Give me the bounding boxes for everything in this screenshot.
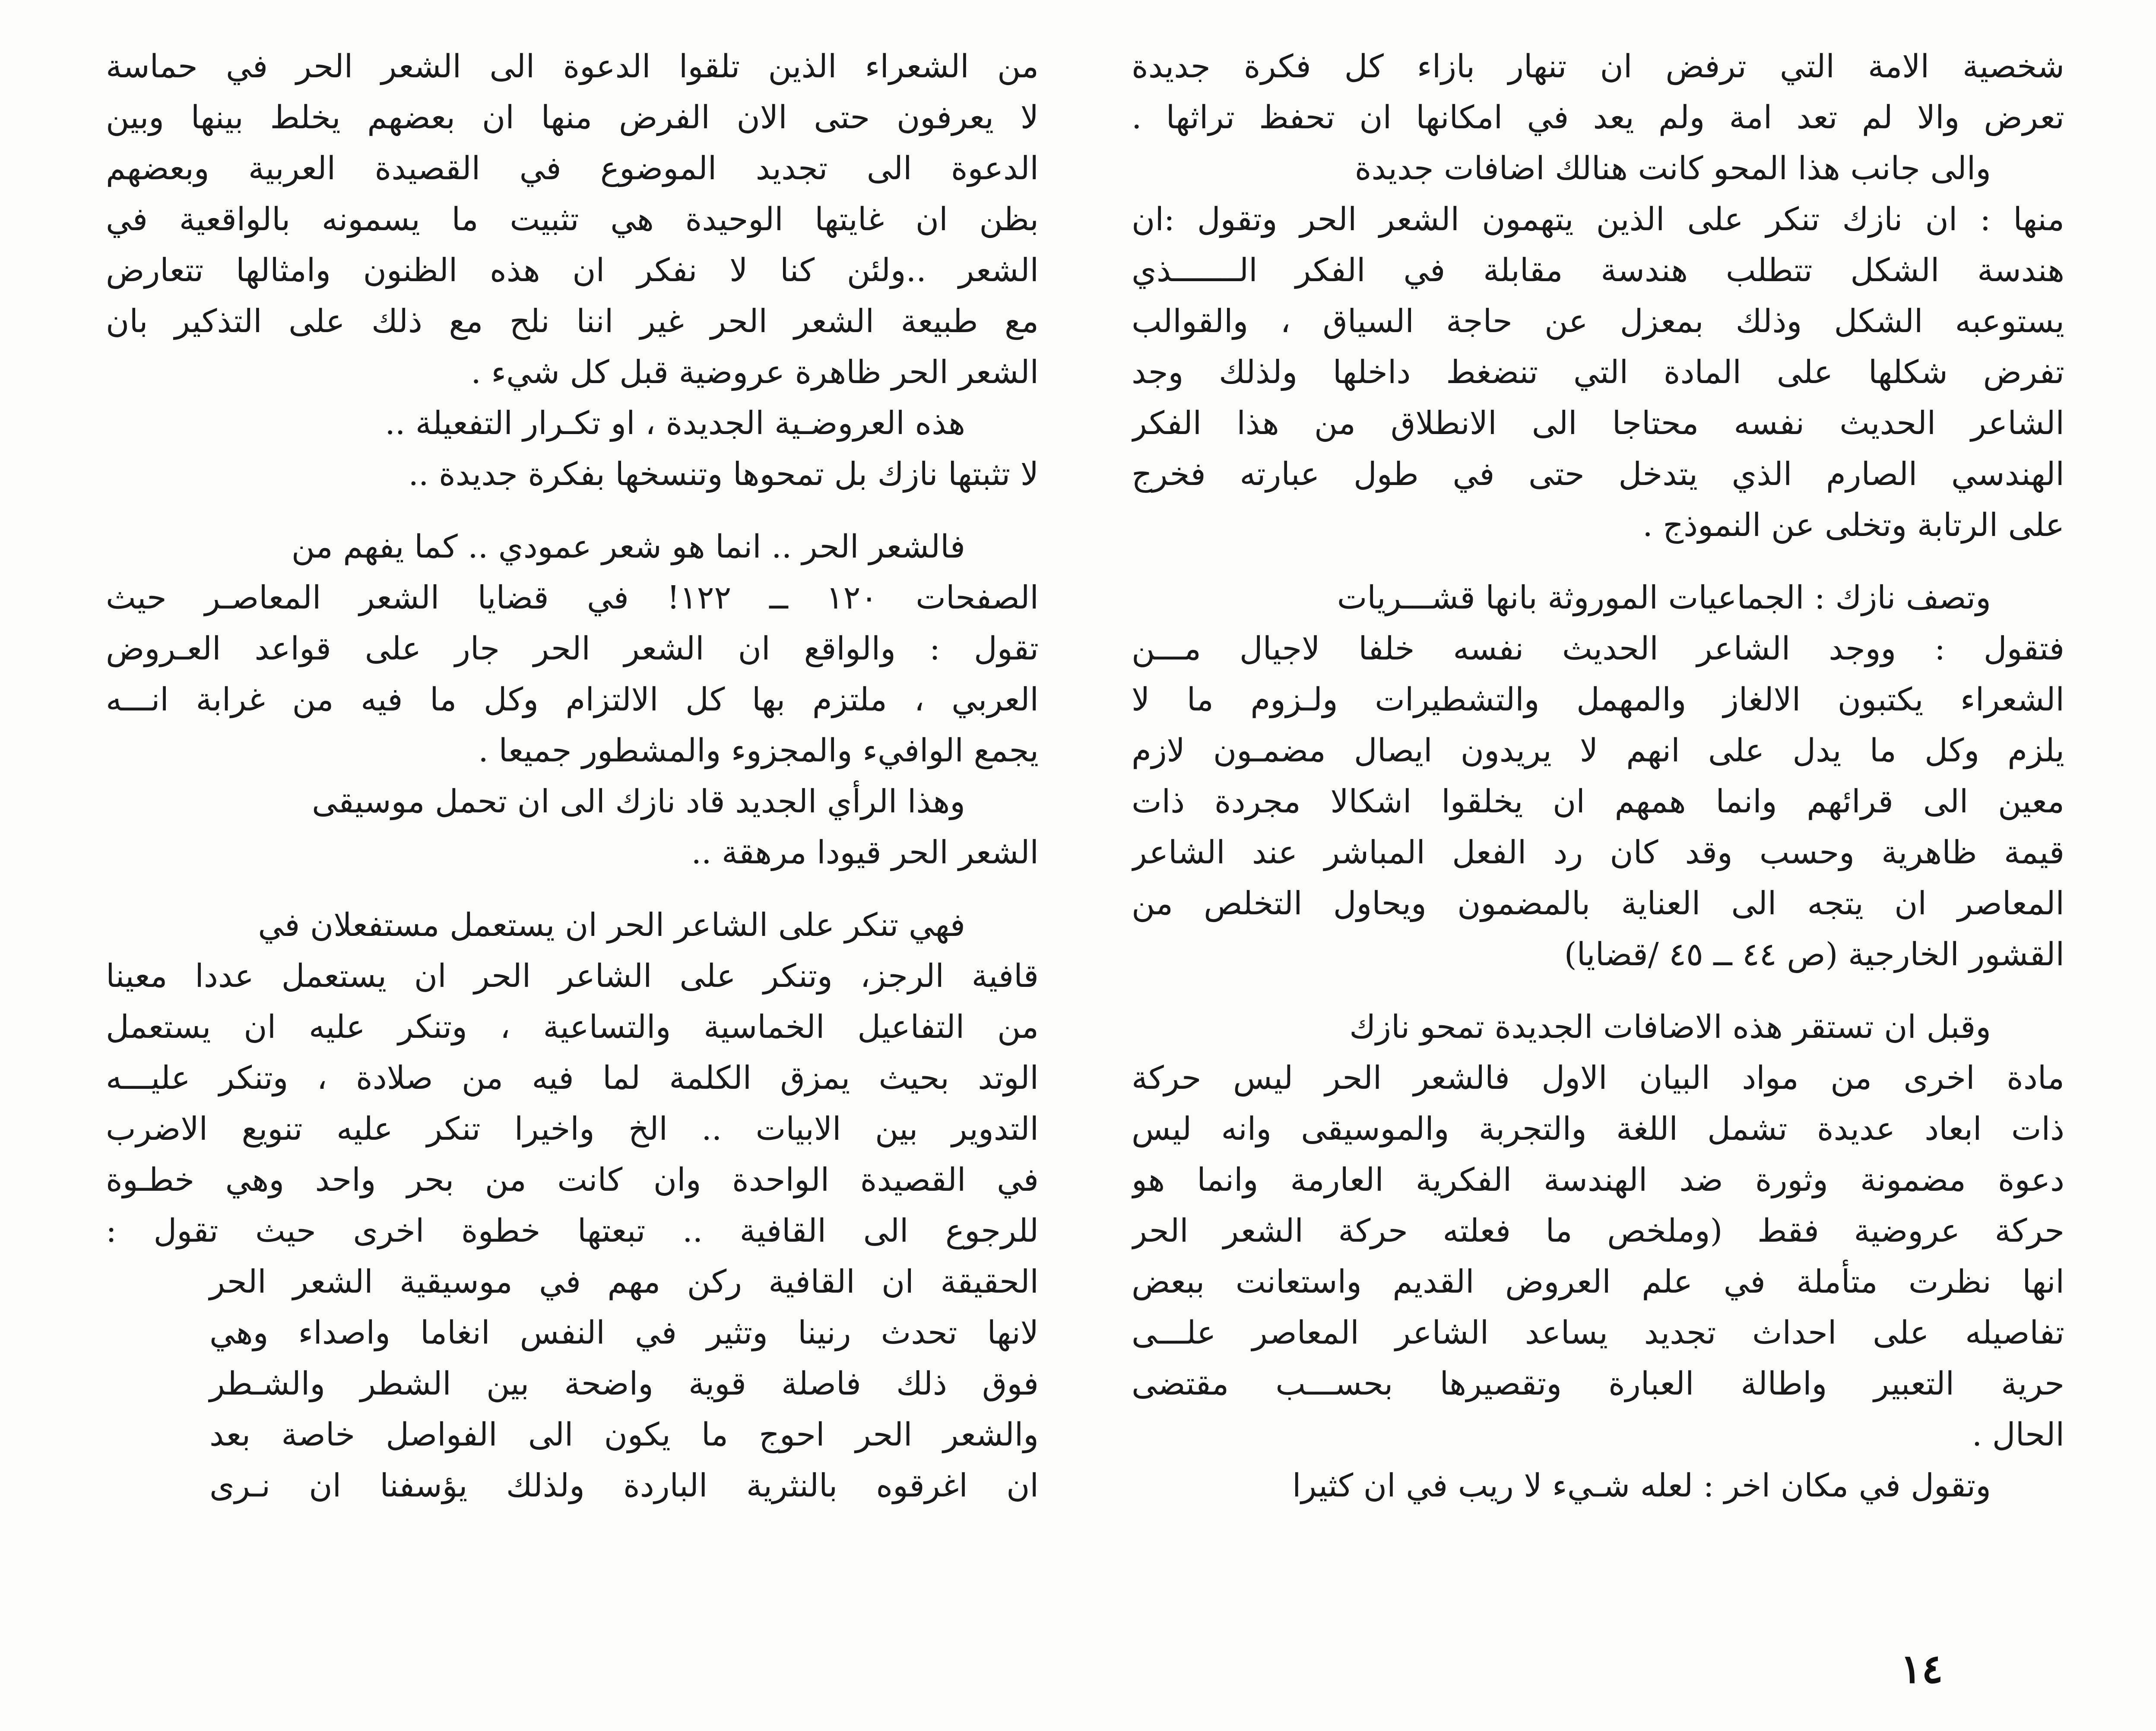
text-line: دعوة مضمونة وثورة ضد الهندسة الفكرية العارمة وانما هو [1132,1161,2064,1198]
text-line: شخصية الامة التي ترفض ان تنهار بازاء كل فكرة جديدة [1132,48,2064,85]
text-line: ان اغرقوه بالنثرية الباردة ولذلك يؤسفنا ان نـرى [209,1467,1039,1504]
text-line: انها نظرت متأملة في علم العروض القديم واستعانت ببعض [1132,1263,2064,1300]
text-line: الحقيقة ان القافية ركن مهم في موسيقية الشعر الحر [209,1263,1039,1300]
text-line: الشعر الحر ظاهرة عروضية قبل كل شيء . [471,354,1039,391]
text-line: والى جانب هذا المحو كانت هنالك اضافات جديدة [1354,150,1991,187]
text-line: فهي تنكر على الشاعر الحر ان يستعمل مستفعلان في [258,907,965,944]
text-line: معين الى قرائهم وانما همهم ان يخلقوا اشكالا مجردة ذات [1132,783,2064,820]
text-line: يستوعبه الشكل وذلك بمعزل عن حاجة السياق ، والقوالب [1132,303,2064,340]
text-line: الشعر ..ولئن كنا لا نفكر ان هذه الظنون وامثالها تتعارض [106,252,1039,289]
text-line: في القصيدة الواحدة وان كانت من بحر واحد وهي خطـوة [106,1161,1039,1198]
text-line: فتقول : ووجد الشاعر الحديث نفسه خلفا لاجيال مـــن [1132,630,2064,667]
text-line: ذات ابعاد عديدة تشمل اللغة والتجربة والموسيقى وانه ليس [1132,1110,2064,1148]
text-line: لانها تحدث رنينا وتثير في النفس انغاما واصداء وهي [209,1314,1039,1351]
text-line: تفرض شكلها على المادة التي تنضغط داخلها ولذلك وجد [1132,354,2064,391]
paragraph-gap [106,500,1039,521]
page-number: ١٤ [1900,1645,1943,1692]
paragraph-gap [1132,980,2064,1002]
text-line: حركة عروضية فقط (وملخص ما فعلته حركة الشعر الحر [1132,1212,2064,1249]
text-line: القشور الخارجية (ص ٤٤ ــ ٤٥ /قضايا) [1564,936,2064,973]
text-line: التدوير بين الابيات .. الخ واخيرا تنكر عليه تنويع الاضرب [106,1110,1039,1148]
text-line: الصفحات ١٢٠ ــ ١٢٢! في قضايا الشعر المعاصـر حيث [106,579,1039,616]
text-line: الدعوة الى تجديد الموضوع في القصيدة العربية وبعضهم [106,150,1039,187]
right-text-column [1132,41,2064,1511]
text-line: وتصف نازك : الجماعيات الموروثة بانها قشـــريات [1337,579,1991,616]
text-line: يجمع الوافيء والمجزوء والمشطور جميعا . [478,732,1039,769]
text-line: منها : ان نازك تنكر على الذين يتهمون الشعر الحر وتقول :ان [1132,201,2064,238]
text-line: قافية الرجز، وتنكر على الشاعر الحر ان يستعمل عددا معينا [106,957,1039,995]
text-line: هذه العروضـية الجديدة ، او تكـرار التفعيلة .. [385,405,965,442]
text-line: من التفاعيل الخماسية والتساعية ، وتنكر عليه ان يستعمل [106,1008,1039,1046]
text-line: يلزم وكل ما يدل على انهم لا يريدون ايصال مضمـون لازم [1132,732,2064,769]
text-line: تفاصيله على احداث تجديد يساعد الشاعر المعاصر علـــى [1132,1314,2064,1351]
text-line: الشعر الحر قيودا مرهقة .. [691,834,1039,871]
text-line: الوتد بحيث يمزق الكلمة لما فيه من صلادة ، وتنكر عليـــه [106,1059,1039,1097]
text-line: فالشعر الحر .. انما هو شعر عمودي .. كما يفهم من [291,528,965,565]
text-line: الشاعر الحديث نفسه محتاجا الى الانطلاق من هذا الفكر [1132,405,2064,442]
text-line: وقبل ان تستقر هذه الاضافات الجديدة تمحو نازك [1349,1008,1991,1046]
text-line: لا يعرفون حتى الان الفرض منها ان بعضهم يخلط بينها وبين [106,99,1039,136]
text-line: وهذا الرأي الجديد قاد نازك الى ان تحمل موسيقى [312,783,965,820]
text-line: الهندسي الصارم الذي يتدخل حتى في طول عبارته فخرج [1132,456,2064,493]
text-line: مع طبيعة الشعر الحر غير اننا نلح مع ذلك على التذكير بان [106,303,1039,340]
paragraph-gap [1132,551,2064,572]
text-line: والشعر الحر احوج ما يكون الى الفواصل خاصة بعد [209,1416,1039,1453]
text-line: العربي ، ملتزم بها كل الالتزام وكل ما فيه من غرابة انـــه [106,681,1039,718]
text-line: فوق ذلك فاصلة قوية واضحة بين الشطر والشـطر [209,1365,1039,1402]
text-line: حرية التعبير واطالة العبارة وتقصيرها بحســـب مقتضى [1132,1365,2064,1402]
text-line: الحال . [1972,1416,2064,1453]
text-line: هندسة الشكل تتطلب هندسة مقابلة في الفكر الـــــــذي [1132,252,2064,289]
text-line: لا تثبتها نازك بل تمحوها وتنسخها بفكرة جديدة .. [408,456,1039,493]
left-text-column [106,41,1039,1511]
text-line: وتقول في مكان اخر : لعله شـيء لا ريب في ان كثيرا [1292,1467,1991,1504]
paragraph-gap [106,878,1039,900]
text-line: الشعراء يكتبون الالغاز والمهمل والتشطيرات ولـزوم ما لا [1132,681,2064,718]
text-line: تعرض والا لم تعد امة ولم يعد في امكانها ان تحفظ تراثها . [1132,99,2064,136]
text-line: على الرتابة وتخلى عن النموذج . [1642,507,2064,544]
text-line: بظن ان غايتها الوحيدة هي تثبيت ما يسمونه بالواقعية في [106,201,1039,238]
text-line: مادة اخرى من مواد البيان الاول فالشعر الحر ليس حركة [1132,1059,2064,1097]
text-line: تقول : والواقع ان الشعر الحر جار على قواعد العـروض [106,630,1039,667]
text-line: قيمة ظاهرية وحسب وقد كان رد الفعل المباشر عند الشاعر [1132,834,2064,871]
text-line: من الشعراء الذين تلقوا الدعوة الى الشعر الحر في حماسة [106,48,1039,85]
text-line: للرجوع الى القافية .. تبعتها خطوة اخرى حيث تقول : [106,1212,1039,1249]
text-line: المعاصر ان يتجه الى العناية بالمضمون ويحاول التخلص من [1132,885,2064,922]
